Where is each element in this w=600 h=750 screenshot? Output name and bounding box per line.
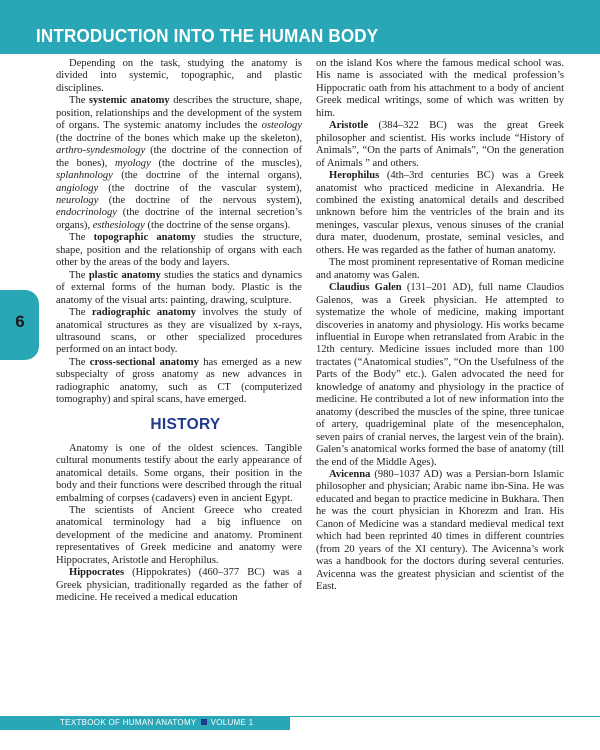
left-column <box>56 58 302 605</box>
paragraph-cross-sectional: The cross-sectional anatomy has emerged as a new subspecialty of gross anatomy as new advances in radiographic anatomy, such as CT (computerized tomography) and spiral scans, have emerged. <box>56 356 302 406</box>
paragraph-history-intro: Anatomy is one of the oldest sciences. Tangible cultural monuments testify about the early appearance of anatomical details. Some organs, their position in the body and their functions were described through the ritual embalming of corpses (cadavers) even in ancient Egypt. <box>56 442 302 504</box>
footer-text <box>60 718 253 728</box>
paragraph-radiographic: The radiographic anatomy involves the study of anatomical structures as they are visualized by x-rays, ultrasound scans, or other specialized procedures performed on an intact body. <box>56 307 302 356</box>
paragraph-plastic: The plastic anatomy studies the statics and dynamics of external forms of the human body. Plastic is the anatomy of the visual arts: painting, drawing, sculpture. <box>56 269 302 306</box>
footer-bar <box>0 716 290 730</box>
footer-separator-icon <box>201 719 207 725</box>
paragraph-hippocrates-cont: on the island Kos where the famous medical school was. His name is associated with the medical profession’s Hippocratic oath from his attachment to a body of ancient Greek medical writings, some of which was written by him. <box>316 58 564 119</box>
paragraph-herophilus: Herophilus (4th–3rd centuries BC) was a Greek anatomist who practiced medicine in Alexandria. He combined the existing anatomical details and described unknown before him the ventricles of the brain and its meninges, vascular plexus, venous sinuses of the cranial dura mater, duodenum, prostate, seminal vesicles, and others. He was regarded as the father of human anatomy. <box>316 170 564 256</box>
right-column <box>316 58 564 593</box>
paragraph-avicenna: Avicenna (980–1037 AD) was a Persian-born Islamic philosopher and physician; Arabic name ibn-Sina. He was educated and began to practice medicine in Bukhara. Then he was the court physician in Khorezm and Iran. His Canon of Medicine was a standard medieval medical text which had been reprinted 40 times in different countries (from 20 years of the XI century). The Avicenna’s work was a handbook for the doctors during several centuries. Avicenna was the greatest physician and scientist of the East. <box>316 468 564 593</box>
paragraph-systemic: The systemic anatomy describes the structure, shape, position, relationships and the development of the system of organs. The systemic anatomy includes the osteology (the doctrine of the bones which make up the skeleton), arthro-syndesmology (the doctrine of the connection of the bones), myology (the doctrine of the muscles), splanhnology (the doctrine of the internal organs), angiology (the doctrine of the vascular system), neurology (the doctrine of the nervous system), endocrinology (the doctrine of the internal secretion’s organs), esthesiology (the doctrine of the sense organs). <box>56 95 302 231</box>
footer-volume: VOLUME 1 <box>210 718 254 727</box>
chapter-title: INTRODUCTION INTO THE HUMAN BODY <box>36 26 379 47</box>
footer-book-title: TEXTBOOK OF HUMAN ANATOMY <box>60 718 197 727</box>
history-heading: HISTORY <box>150 415 221 433</box>
page-number: 6 <box>15 312 25 331</box>
header-banner <box>0 0 600 54</box>
paragraph-hippocrates: Hippocrates (Hippokrates) (460–377 BC) was a Greek physician, traditionally regarded as the father of medicine. He received a medical education <box>56 567 302 604</box>
paragraph-roman-medicine: The most prominent representative of Roman medicine and anatomy was Galen. <box>316 257 564 281</box>
paragraph-intro: Depending on the task, studying the anatomy is divided into systemic, topographic, and plastic disciplines. <box>56 58 302 94</box>
paragraph-aristotle: Aristotle (384–322 BC) was the great Greek philosopher and scientist. His works include “History of Animals”, “On the parts of Animals”, “On the generation of Animals ” and others. <box>316 120 564 169</box>
page-number-tab <box>0 290 39 360</box>
paragraph-galen: Claudius Galen (131–201 AD), full name Claudios Galenos, was a Greek physician. He attempted to systematize the whole of medicine, making important discoveries in anatomy and physiology. His works became influential in Europe when retranslated from Arabic in the 12th century. Medicine issues included more than 100 tractates (“Anatomical studies”, “On the Usefulness of the Parts of the Body” etc.). Galen advocated the need for knowledge of anatomy and physiology in the practice of medicine. He contributed a lot of new information into the anatomy (described the muscles of the spine, three tunicae of artery, quadrigeminal plate of the mesencephalon, seven pairs of cranial nerves, the largest vein of the brain). Galen’s anatomical works formed the base of anatomy (till the end of the Middle Ages). <box>316 282 564 468</box>
paragraph-greek-scientists: The scientists of Ancient Greece who created anatomical terminology had a big influence on development of the medicine and anatomy. Prominent representatives of Greek medicine and anatomy were Hippocrates, Aristotle and Herophilus. <box>56 504 302 566</box>
paragraph-topographic: The topographic anatomy studies the structure, shape, position and the relationship of organs with each other by the areas of the body and layers. <box>56 232 302 269</box>
